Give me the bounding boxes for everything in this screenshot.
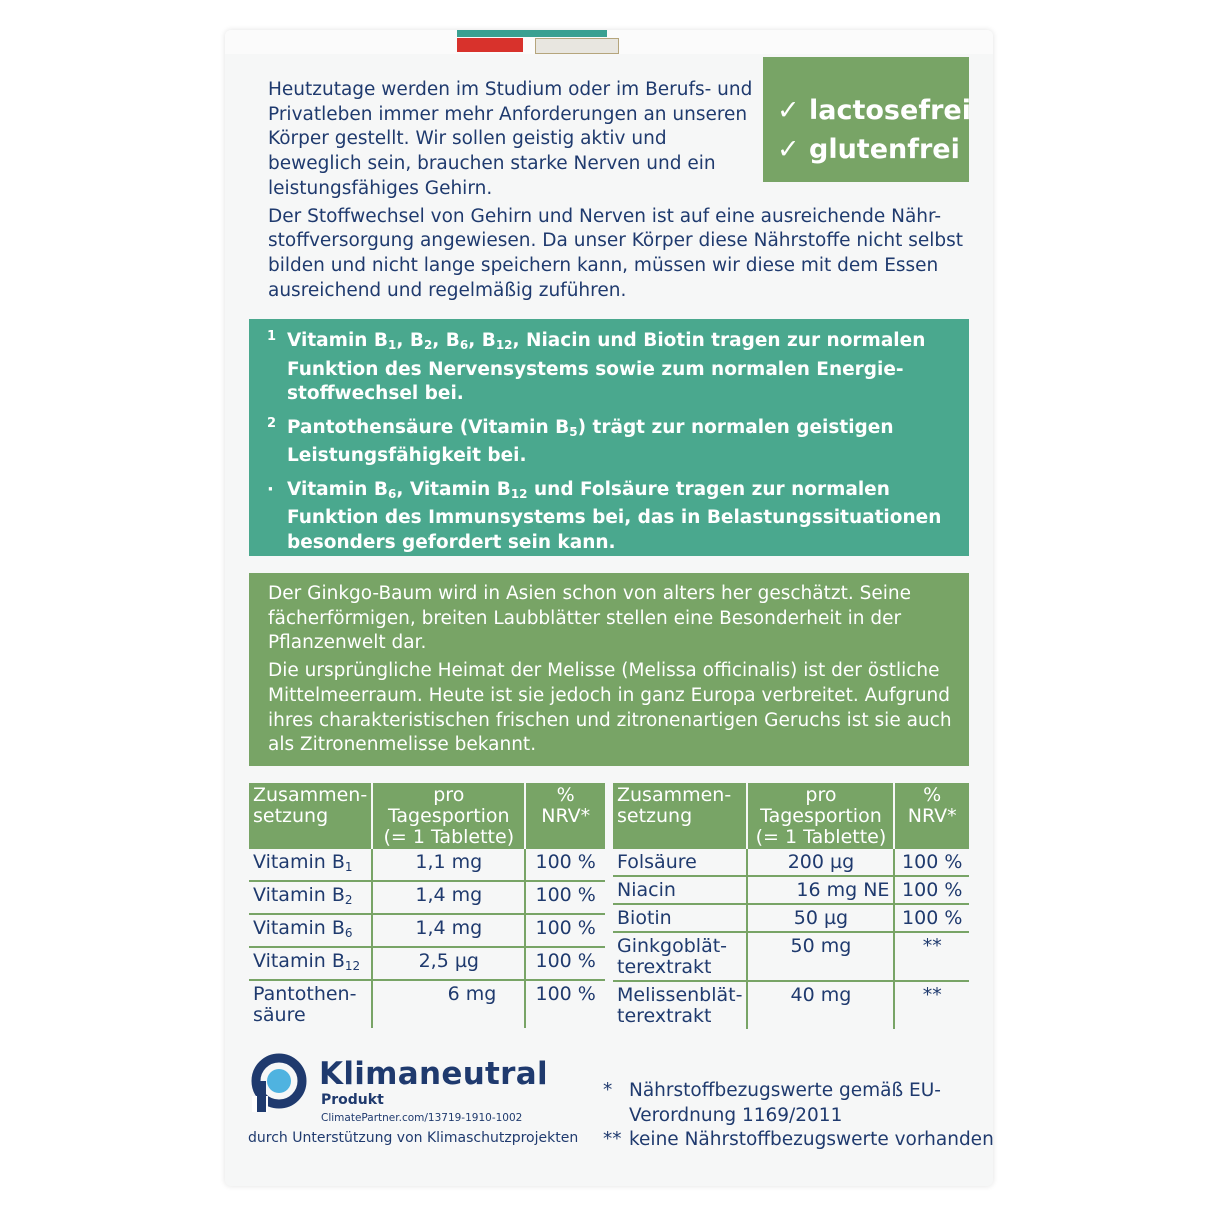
flap-red-mark [457, 38, 523, 52]
table-row: Niacin 16 mg NE 100 % [613, 876, 969, 904]
badge-lactose: ✓ lactosefrei [777, 91, 969, 130]
flap-logo-mark [535, 38, 619, 54]
climate-title: Klimaneutral [319, 1056, 548, 1092]
footnotes [603, 1079, 994, 1153]
table-row: Vitamin $B_1$ 1,1 mg 100 % [249, 849, 605, 881]
table-row: Melissenblät- terextrakt 40 mg ** [613, 981, 969, 1029]
check-icon: ✓ [777, 95, 800, 126]
table-row: Folsäure 200 µg 100 % [613, 849, 969, 876]
intro-paragraph-2: Der Stoffwechsel von Gehirn und Nerven ist auf eine ausreichende Nähr-stoffversorgung angewiesen. Da unser Körper diese Nährstoffe nicht selbst bilden und nicht lange speichern kann, müssen wir diese mit dem Essen ausreichend und regelmäßig zuführen. [268, 205, 964, 301]
free-from-badge [763, 57, 969, 182]
table-row: Vitamin $B_2$ 1,4 mg 100 % [249, 881, 605, 914]
claim-3: · Vitamin $B_6$, Vitamin $B_{12}$ und Folsäure tragen zur normalen Funktion des Immunsystems bei, das in Belastungssituationen besonders gefordert sein kann. [267, 478, 942, 553]
plant-info [249, 573, 969, 766]
nutrition-table-right [613, 783, 969, 1029]
footnote-2: ** keine Nährstoffbezugswerte vorhanden [603, 1129, 994, 1150]
table-row: Vitamin $B_{12}$ 2,5 µg 100 % [249, 947, 605, 980]
table-row: Ginkgoblät- terextrakt 50 mg ** [613, 932, 969, 981]
footnote-1: * Nährstoffbezugswerte gemäß EU- Verordnung 1169/2011 [603, 1080, 941, 1126]
climate-partner-icon [248, 1052, 310, 1114]
nutrition-table-left [249, 783, 605, 1028]
table-header: Zusammen- setzung pro Tagesportion (= 1 Tablette) % NRV* [249, 783, 605, 849]
claim-1: 1 Vitamin $B_1$, $B_2$, $B_6$, $B_{12}$, Niacin und Biotin tragen zur normalen Funktion des Nervensystems sowie zum normalen Energie-stoffwechsel bei. [267, 329, 926, 404]
intro-paragraph-1: Heutzutage werden im Studium oder im Berufs- und Privatleben immer mehr Anforderungen an unseren Körper gestellt. Wir sollen geistig aktiv und beweglich sein, brauchen starke Nerven und ein leistungsfähiges Gehirn. [268, 79, 753, 199]
table-header: Zusammen- setzung pro Tagesportion (= 1 Tablette) % NRV* [613, 783, 969, 849]
flap-teal-mark [457, 30, 607, 37]
health-claims [249, 319, 969, 556]
climate-note: durch Unterstützung von Klimaschutzprojekten [248, 1130, 579, 1146]
table-row: Pantothen- säure 6 mg 100 % [249, 980, 605, 1028]
ginkgo-paragraph: Der Ginkgo-Baum wird in Asien schon von alters her geschätzt. Seine fächerförmigen, breiten Laubblätter stellen eine Besonderheit in der Pflanzenwelt dar. [268, 583, 911, 654]
badge-gluten: ✓ glutenfrei [777, 130, 969, 169]
table-row: Vitamin $B_6$ 1,4 mg 100 % [249, 914, 605, 947]
claim-2: 2 Pantothensäure (Vitamin $B_5$) trägt zur normalen geistigen Leistungsfähigkeit bei. [267, 415, 894, 466]
climate-subtitle: Produkt [321, 1092, 384, 1108]
table-row: Biotin 50 µg 100 % [613, 904, 969, 932]
melisse-paragraph: Die ursprüngliche Heimat der Melisse (Melissa officinalis) ist der östliche Mittelmeerraum. Heute ist sie jedoch in ganz Europa verbreitet. Aufgrund ihres charakteristischen frischen und zitronenartigen Geruchs ist sie auch als Zitronenmelisse bekannt. [268, 660, 952, 756]
check-icon: ✓ [777, 134, 800, 165]
climate-url: ClimatePartner.com/13719-1910-1002 [321, 1112, 523, 1124]
